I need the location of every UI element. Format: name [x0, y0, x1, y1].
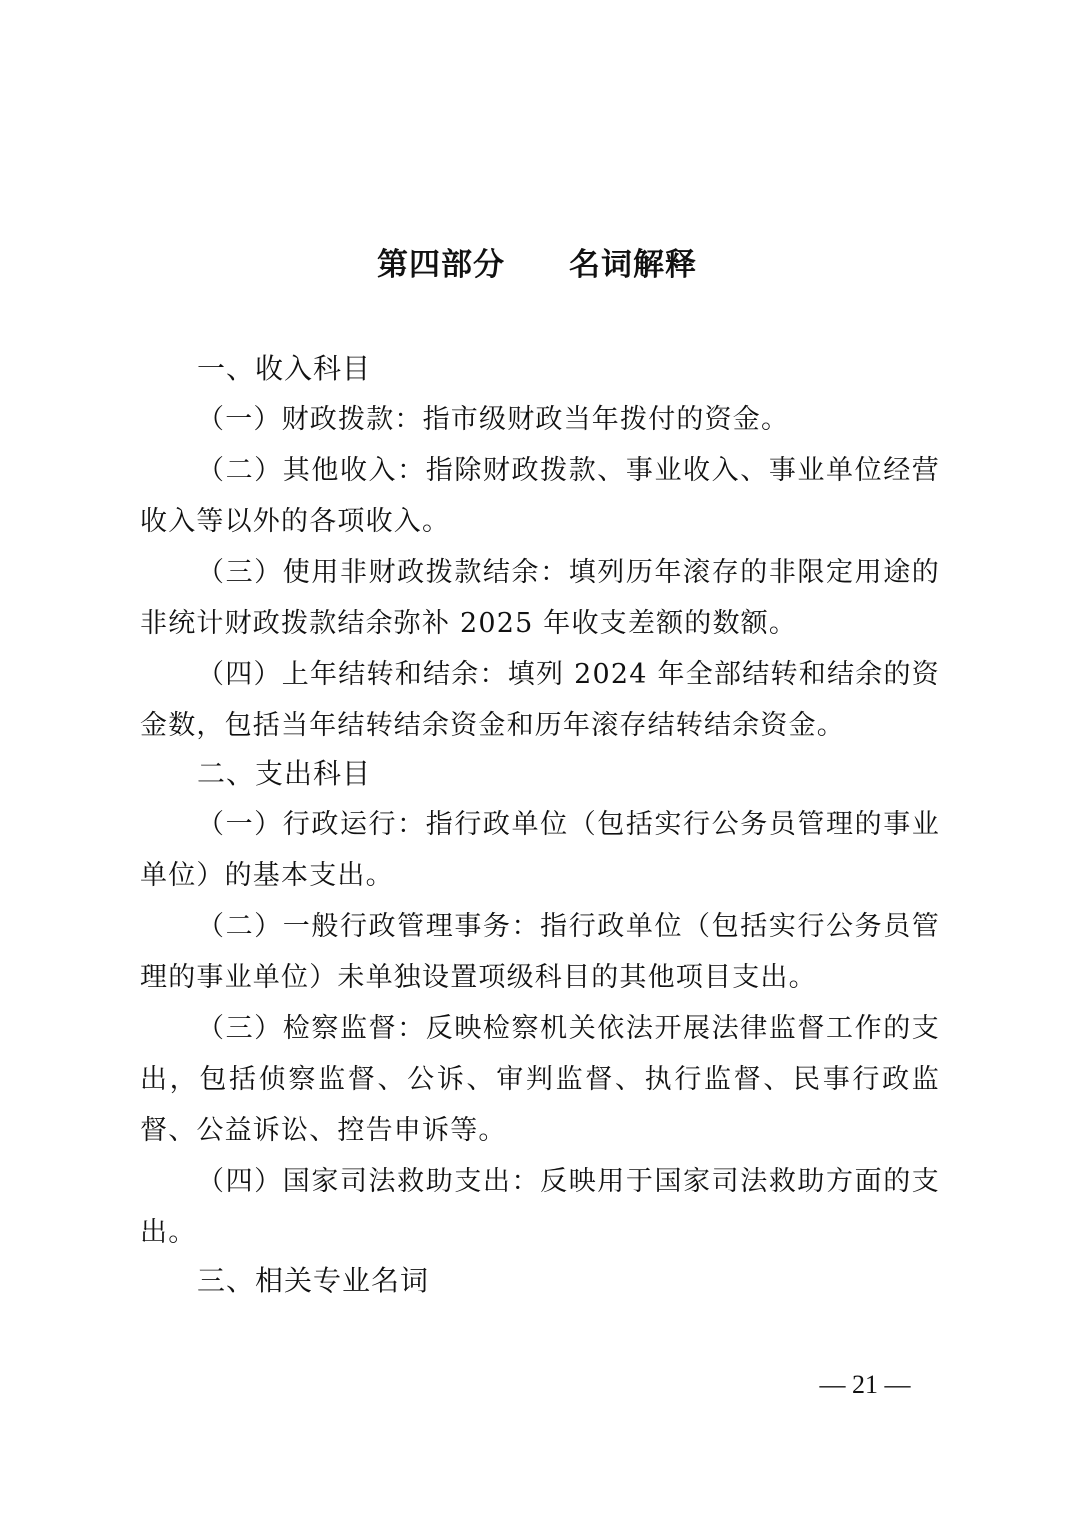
page-number: — 21 — [819, 1370, 911, 1399]
paragraph: （四）国家司法救助支出：反映用于国家司法救助方面的支出。 [140, 1166, 940, 1248]
paragraph: （一）财政拨款：指市级财政当年拨付的资金。 [197, 404, 790, 435]
section-heading-income: 一、收入科目 [197, 352, 372, 385]
page-title: 第四部分 名词解释 [377, 247, 697, 283]
section-heading-terms: 三、相关专业名词 [197, 1264, 430, 1297]
paragraph: （三）检察监督：反映检察机关依法开展法律监督工作的支出，包括侦察监督、公诉、审判监督、执行监督、民事行政监督、公益诉讼、控告申诉等。 [140, 1013, 940, 1146]
paragraph: （二）其他收入：指除财政拨款、事业收入、事业单位经营收入等以外的各项收入。 [140, 455, 940, 537]
section-heading-expenditure: 二、支出科目 [197, 757, 372, 790]
paragraph: （一）行政运行：指行政单位（包括实行公务员管理的事业单位）的基本支出。 [140, 809, 940, 891]
section-expenditure-body [140, 799, 940, 1258]
paragraph: （三）使用非财政拨款结余：填列历年滚存的非限定用途的非统计财政拨款结余弥补 2025 年收支差额的数额。 [140, 557, 940, 639]
paragraph: （二）一般行政管理事务：指行政单位（包括实行公务员管理的事业单位）未单独设置项级科目的其他项目支出。 [140, 911, 940, 993]
section-income-body [140, 394, 940, 751]
paragraph: （四）上年结转和结余：填列 2024 年全部结转和结余的资金数，包括当年结转结余资金和历年滚存结转结余资金。 [140, 659, 940, 741]
